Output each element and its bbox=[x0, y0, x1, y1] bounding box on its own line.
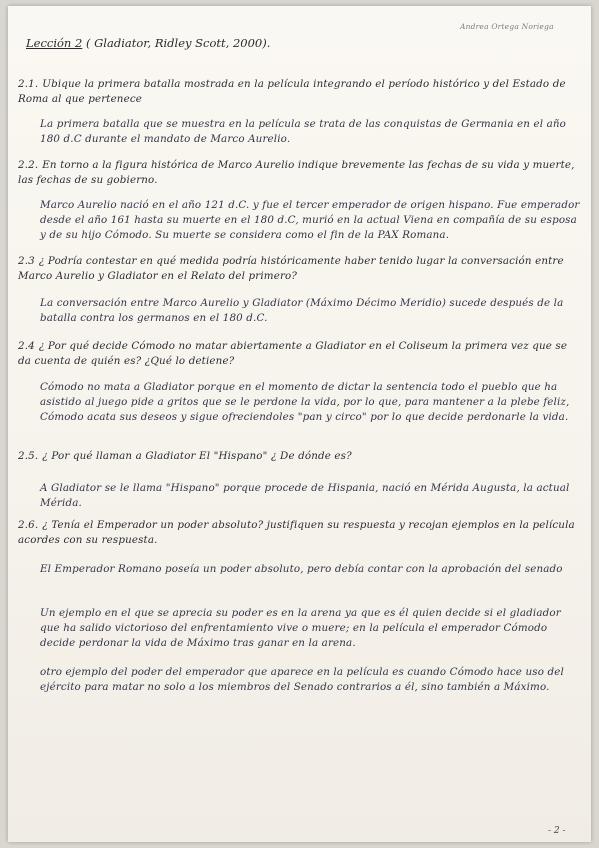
question-number: 2.2. bbox=[18, 159, 39, 171]
answer-2-4: Cómodo no mata a Gladiator porque en el momento de dictar la sentencia todo el pueblo que ha asistido al juego pide a gritos que se le perdone la vida, por lo que, para mantener a la plebe feliz, Cómodo acata sus deseos y sigue ofreciendoles "pan y circo" por lo que decide perdonarle la vida. bbox=[40, 381, 570, 423]
answer-2-3: La conversación entre Marco Aurelio y Gladiator (Máximo Décimo Meridio) sucede después de la batalla contra los germanos en el 180 d.C. bbox=[40, 297, 564, 324]
question-number: 2.1. bbox=[18, 78, 39, 90]
lesson-heading bbox=[26, 36, 270, 50]
question-2-3 bbox=[18, 254, 583, 284]
question-2-1 bbox=[18, 77, 583, 107]
question-number: 2.4 bbox=[18, 340, 35, 352]
question-text: ¿ Por qué decide Cómodo no matar abiertamente a Gladiator en el Coliseum la primera vez que se da cuenta de quién es? ¿Qué lo detiene? bbox=[18, 340, 568, 367]
question-text: ¿ Podría contestar en qué medida podría históricamente haber tenido lugar la conversación entre Marco Aurelio y Gladiator en el Relato del primero? bbox=[18, 255, 564, 282]
question-2-4 bbox=[18, 339, 583, 369]
question-2-5 bbox=[18, 449, 583, 464]
question-number: 2.3 bbox=[18, 255, 35, 267]
question-2-2 bbox=[18, 158, 583, 188]
question-number: 2.5. bbox=[18, 450, 39, 462]
question-text: Ubique la primera batalla mostrada en la película integrando el período histórico y del Estado de Roma al que pertenece bbox=[18, 78, 566, 105]
question-text: En torno a la figura histórica de Marco Aurelio indique brevemente las fechas de su vida y muerte, las fechas de su gobierno. bbox=[18, 159, 575, 186]
lesson-label: Lección 2 bbox=[26, 36, 83, 50]
answer-2-2: Marco Aurelio nació en el año 121 d.C. y fue el tercer emperador de origen hispano. Fue emperador desde el año 161 hasta su muerte en el 180 d.C, murió en la actual Viena en compañía de su esposa y de su hijo Cómodo. Su muerte se considera como el fin de la PAX Romana. bbox=[40, 199, 580, 241]
author-name: Andrea Ortega Noriega bbox=[460, 22, 554, 31]
answer-2-6-b: Un ejemplo en el que se aprecia su poder es en la arena ya que es él quien decide si el gladiador que ha salido victorioso del enfrentamiento vive o muere; en la película el emperador Cómodo decide perdonar la vida de Máximo tras ganar en la arena. bbox=[40, 607, 561, 649]
answer-2-6-c: otro ejemplo del poder del emperador que aparece en la película es cuando Cómodo hace uso del ejército para matar no solo a los miembros del Senado contrarios a él, sino también a Máximo. bbox=[40, 666, 564, 693]
question-text: ¿ Por qué llaman a Gladiator El "Hispano" ¿ De dónde es? bbox=[42, 450, 352, 462]
question-text: ¿ Tenía el Emperador un poder absoluto? justifiquen su respuesta y recojan ejemplos en la película acordes con su respuesta. bbox=[18, 519, 575, 546]
lesson-title: ( Gladiator, Ridley Scott, 2000). bbox=[85, 36, 271, 50]
question-2-6 bbox=[18, 518, 583, 548]
answer-2-6-a: El Emperador Romano poseía un poder absoluto, pero debía contar con la aprobación del senado bbox=[40, 563, 563, 575]
question-number: 2.6. bbox=[18, 519, 39, 531]
answer-2-1: La primera batalla que se muestra en la película se trata de las conquistas de Germania en el año 180 d.C durante el mandato de Marco Aurelio. bbox=[40, 118, 567, 145]
page-number: - 2 - bbox=[548, 826, 566, 836]
notebook-page bbox=[8, 6, 591, 842]
answer-2-5: A Gladiator se le llama "Hispano" porque procede de Hispania, nació en Mérida Augusta, la actual Mérida. bbox=[40, 482, 570, 509]
